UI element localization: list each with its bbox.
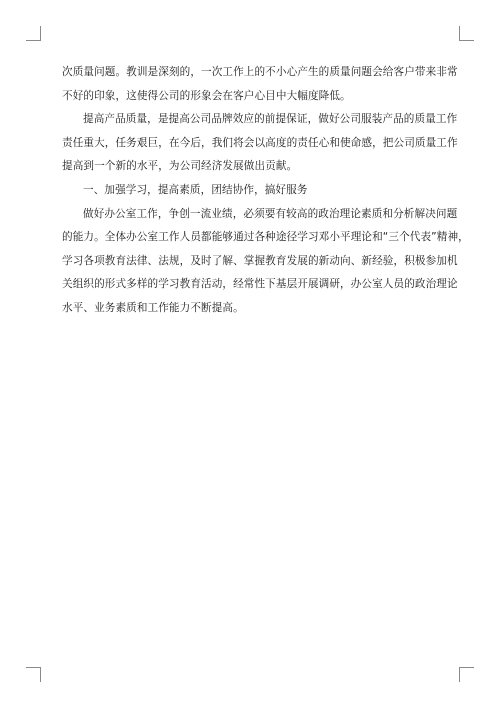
section-heading: 一、加强学习，提高素质，团结协作，搞好服务 <box>83 183 308 196</box>
text-line: 次质量问题。教训是深刻的，一次工作上的不小心产生的质量问题会给客户带来非常 <box>62 66 458 78</box>
crop-mark-bottom-left <box>26 667 41 682</box>
crop-mark-top-left <box>26 26 41 41</box>
text-line: 水平、业务素质和工作能力不断提高。 <box>62 301 244 314</box>
text-line: 学习各项教育法律、法规，及时了解、掌握教育发展的新动向、新经验，积极参加机 <box>62 254 458 267</box>
text-line: 的能力。全体办公室工作人员都能够通过各种途径学习邓小平理论和“三个代表”精神， <box>62 231 469 244</box>
text-line: 做好办公室工作，争创一流业绩，必须要有较高的政治理论素质和分析解决问题 <box>83 207 458 220</box>
crop-mark-top-right <box>459 26 474 41</box>
text-line: 提高到一个新的水平，为公司经济发展做出贡献。 <box>62 160 298 173</box>
text-line: 责任重大，任务艰巨，在今后，我们将会以高度的责任心和使命感，把公司质量工作 <box>62 136 458 149</box>
text-line: 关组织的形式多样的学习教育活动，经常性下基层开展调研，办公室人员的政治理论 <box>62 278 458 291</box>
document-body <box>62 61 469 321</box>
crop-mark-bottom-right <box>459 667 474 682</box>
text-line: 提高产品质量，是提高公司品牌效应的前提保证，做好公司服装产品的质量工作 <box>83 113 458 126</box>
text-line: 不好的印象，这使得公司的形象会在客户心目中大幅度降低。 <box>62 89 351 102</box>
